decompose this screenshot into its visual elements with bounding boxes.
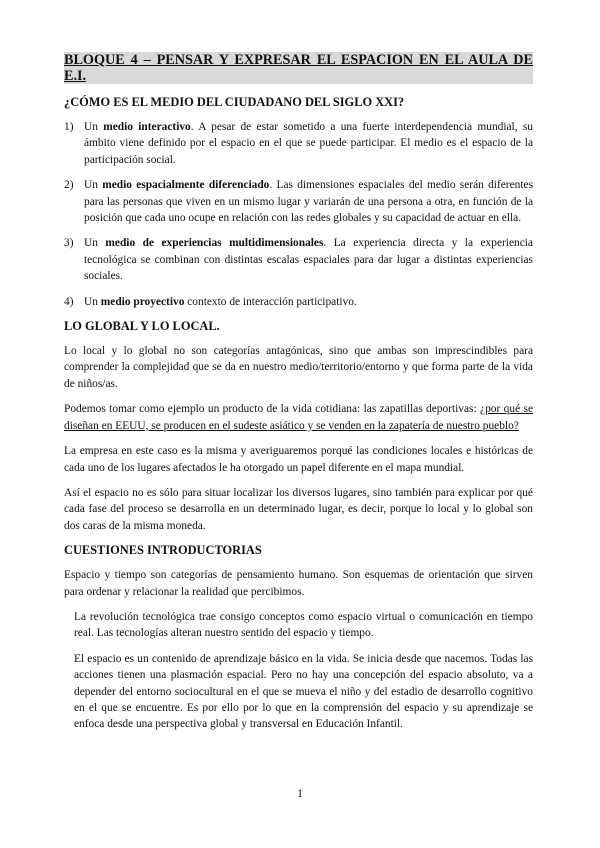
list-item [64,294,533,310]
bold-term: medio de experiencias multidimensionales [105,237,324,250]
bold-term: medio espacialmente diferenciado [102,179,270,192]
section-heading-global-local: LO GLOBAL Y LO LOCAL. [64,319,220,334]
document-page [64,52,533,742]
paragraph: Podemos tomar como ejemplo un producto de la vida cotidiana: las zapatillas deportivas: ¿por qué se diseñan en EEUU, se producen en el sudeste asiático y se venden en la zapatería de nuestro pueblo? [64,403,533,432]
list-text: Un medio proyectivo contexto de interacción participativo. [84,295,357,308]
paragraph: Espacio y tiempo son categorías de pensamiento humano. Son esquemas de orientación que sirven para ordenar y relacionar la realidad que percibimos. [64,569,533,598]
list-text: Un medio espacialmente diferenciado. Las dimensiones espaciales del medio serán diferentes para las personas que viven en un mismo lugar y variarán de una persona a otra, en función de la posición que cada uno ocupe en relación con las redes globales y su capacidad de actuar en ella. [84,179,534,225]
paragraph: La empresa en este caso es la misma y averiguaremos porqué las condiciones locales e históricas de cada uno de los lugares afectados le ha otorgado un papel diferente en el mapa mundial. [64,445,533,474]
list-text: Un medio de experiencias multidimensionales. La experiencia directa y la experiencia tecnológica se combinan con distintas escalas espaciales para dar lugar a distintas experiencias sociales. [84,237,533,283]
list-item [64,177,533,226]
paragraph: La revolución tecnológica trae consigo conceptos como espacio virtual o comunicación en tiempo real. Las tecnologías alteran nuestro sentido del espacio y tiempo. [74,610,533,640]
list-number: 1) [64,121,74,133]
list-text: Un medio interactivo. A pesar de estar sometido a una fuerte interdependencia mundial, su ámbito viene definido por el espacio en el que se puede participar. El medio es el espacio de la participación social. [84,121,533,166]
paragraph: Lo local y lo global no son categorías antagónicas, sino que ambas son imprescindibles para comprender la complejidad que se da en nuestro medio/territorio/entorno y que forma parte de la vida de niños/as. [64,345,533,390]
paragraph: El espacio es un contenido de aprendizaje básico en la vida. Se inicia desde que nacemos. Todas las acciones tienen una plasmación espacial. Pero no hay una concepción del espacio absoluto, va a depender del entorno sociocultural en el que se mueva el niño y del estadio de desarrollo cognitivo en el que se encuentre. Es por ello por lo que en la comprensión del espacio y su aprendizaje se enfoca desde una perspectiva global y transversal en Educación Infantil. [74,652,533,731]
list-item [64,119,533,168]
list-item [64,235,533,284]
bold-term: medio interactivo [103,121,191,133]
bold-term: medio proyectivo [100,295,185,308]
section-heading-cuestiones: CUESTIONES INTRODUCTORIAS [64,543,262,558]
document-title: BLOQUE 4 – PENSAR Y EXPRESAR EL ESPACION EN EL AULA DE E.I. [64,52,533,84]
list-number: 2) [64,179,74,192]
underlined-question: ¿por qué se diseñan en EEUU, se producen en el sudeste asiático y se venden en la zapatería de nuestro pueblo? [64,403,533,432]
list-number: 3) [64,237,74,250]
list-number: 4) [64,295,74,308]
page-number: 1 [297,786,303,800]
section-heading-medio: ¿CÓMO ES EL MEDIO DEL CIUDADANO DEL SIGLO XXI? [64,95,405,109]
paragraph: Así el espacio no es sólo para situar localizar los diversos lugares, sino también para explicar por qué cada fase del proceso se desarrolla en un determinado lugar, es decir, porque lo local y lo global son dos caras de la misma moneda. [64,486,533,532]
